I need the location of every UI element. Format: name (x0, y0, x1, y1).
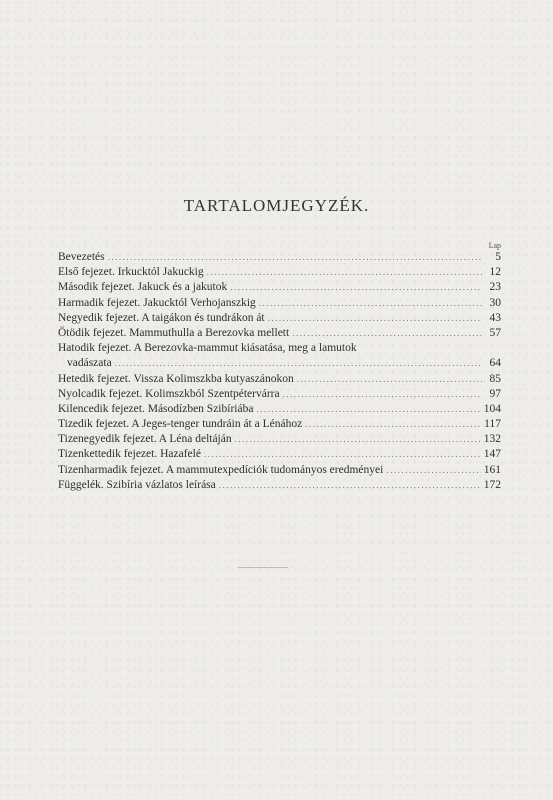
leader-dots (235, 432, 481, 447)
toc-entry-page: 172 (483, 478, 501, 491)
toc-entry-title: Harmadik fejezet. Jakucktól Verhojanszkig (58, 296, 256, 309)
toc-entry-page: 23 (489, 281, 501, 294)
toc-entry (58, 326, 501, 341)
toc-entry-title: Tizedik fejezet. A Jeges-tenger tundráin át a Lénához (58, 418, 303, 431)
leader-dots (207, 265, 482, 280)
toc-entry-page: 161 (483, 463, 501, 476)
toc-entry (58, 341, 501, 356)
toc-entry-title: Hetedik fejezet. Vissza Kolimszkba kutyaszánokon (58, 372, 294, 385)
leader-dots (115, 356, 482, 371)
toc-entry-page: 64 (489, 357, 501, 370)
toc-entry-page: 5 (495, 251, 501, 263)
leader-dots (283, 387, 482, 402)
toc-entry-title: Bevezetés (58, 251, 105, 263)
toc-entry-title: Második fejezet. Jakuck és a jakutok (58, 281, 228, 294)
toc-entry-page: 132 (483, 433, 501, 446)
leader-dots (305, 417, 481, 432)
toc-entry (58, 265, 501, 280)
leader-dots (108, 250, 482, 265)
toc-entry (58, 296, 501, 311)
toc-entry (58, 311, 501, 326)
leader-dots (259, 296, 482, 311)
toc-entry-page: 147 (483, 448, 501, 461)
leader-dots (230, 280, 482, 295)
toc-entry-page: 97 (489, 387, 501, 400)
divider-rule (238, 567, 288, 568)
toc-entry-page: 117 (484, 418, 501, 431)
toc-entry-title: Első fejezet. Irkucktól Jakuckig (58, 266, 204, 279)
toc-entry-page: 104 (483, 402, 501, 415)
toc-entry-continuation (58, 356, 501, 371)
table-of-contents (58, 250, 501, 493)
toc-entry (58, 447, 501, 462)
toc-entry-title: Tizenegyedik fejezet. A Léna deltáján (58, 433, 232, 446)
leader-dots (219, 478, 481, 493)
page-column-label: Lap (488, 241, 501, 250)
page-title: TARTALOMJEGYZÉK. (183, 196, 370, 215)
toc-entry-title: Nyolcadik fejezet. Kolimszkból Szentpétervárra (58, 387, 280, 400)
toc-entry-title: Hatodik fejezet. A Berezovka-mammut kiásatása, meg a lamutok (58, 342, 357, 355)
toc-entry (58, 417, 501, 432)
toc-entry (58, 463, 501, 478)
leader-dots (292, 326, 482, 341)
toc-entry (58, 387, 501, 402)
toc-entry-title: Ötödik fejezet. Mammuthulla a Berezovka mellett (58, 326, 290, 339)
toc-entry (58, 280, 501, 295)
toc-entry-title: Negyedik fejezet. A taigákon és tundrákon át (58, 311, 265, 324)
toc-entry-page: 57 (489, 326, 501, 339)
toc-entry-page: 30 (489, 296, 501, 309)
toc-entry-page: 12 (489, 266, 501, 279)
leader-dots (204, 447, 481, 462)
leader-dots (256, 402, 480, 417)
toc-entry (58, 432, 501, 447)
toc-entry-page: 85 (489, 372, 501, 385)
toc-entry (58, 250, 501, 265)
toc-entry-title: Függelék. Szibíria vázlatos leírása (58, 478, 216, 491)
toc-entry-title: Tizenkettedik fejezet. Hazafelé (58, 448, 201, 461)
toc-entry (58, 478, 501, 493)
leader-dots (268, 311, 482, 326)
toc-entry-title: Kilencedik fejezet. Másodízben Szibíriába (58, 402, 254, 415)
toc-entry-page: 43 (489, 311, 501, 324)
toc-entry (58, 372, 501, 387)
toc-entry-title: Tizenharmadik fejezet. A mammutexpedíciók tudományos eredményei (58, 463, 384, 476)
leader-dots (386, 463, 480, 478)
toc-entry (58, 402, 501, 417)
leader-dots (297, 372, 482, 387)
toc-entry-title-continuation: vadászata (67, 357, 112, 370)
